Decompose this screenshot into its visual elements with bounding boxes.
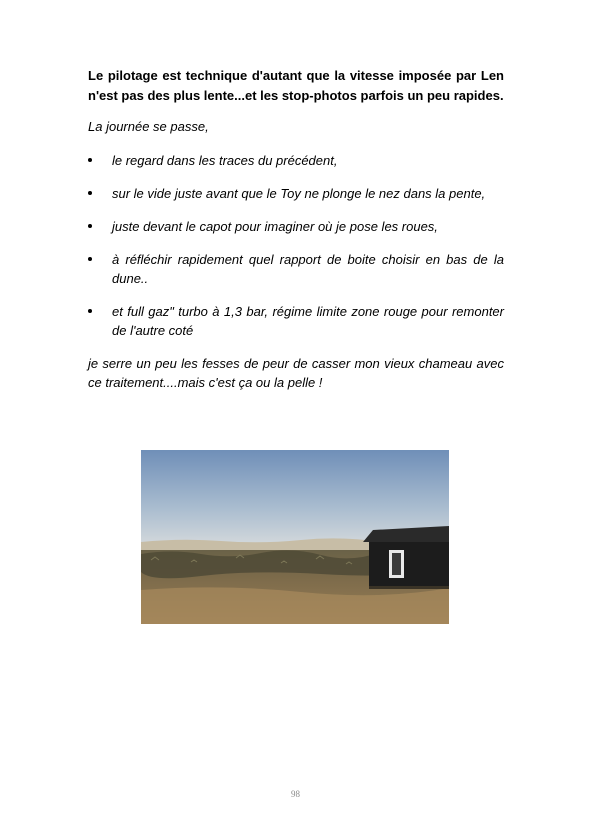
bullet-icon — [88, 191, 92, 195]
closing-paragraph: je serre un peu les fesses de peur de casser mon vieux chameau avec ce traitement....mais c'est ça ou la pelle ! — [88, 356, 504, 390]
bullet-icon — [88, 158, 92, 162]
bullet-item — [88, 302, 504, 340]
bullet-text: et full gaz" turbo à 1,3 bar, régime limite zone rouge pour remonter de l'autre coté — [112, 304, 504, 338]
hut-shadow — [369, 586, 449, 589]
bullet-text: juste devant le capot pour imaginer où je pose les roues, — [112, 219, 438, 234]
intro-line: La journée se passe, — [88, 119, 209, 134]
bullet-list — [88, 151, 504, 340]
page-number: 98 — [291, 789, 300, 799]
document-body — [88, 66, 504, 392]
bullet-item — [88, 184, 504, 203]
bullet-text: sur le vide juste avant que le Toy ne plonge le nez dans la pente, — [112, 186, 486, 201]
hut-window-pane — [392, 553, 401, 575]
desert-hut-photo — [141, 450, 449, 624]
bullet-item — [88, 151, 504, 170]
bullet-icon — [88, 224, 92, 228]
paragraph-bold: Le pilotage est technique d'autant que la vitesse imposée par Len n'est pas des plus lente...et les stop-photos parfois un peu rapides. — [88, 68, 504, 103]
bullet-icon — [88, 257, 92, 261]
hut-wall — [369, 542, 449, 586]
bullet-icon — [88, 309, 92, 313]
bullet-item — [88, 250, 504, 288]
bullet-text: à réfléchir rapidement quel rapport de boite choisir en bas de la dune.. — [112, 252, 504, 286]
bullet-item — [88, 217, 504, 236]
photo-illustration — [141, 450, 449, 624]
bullet-text: le regard dans les traces du précédent, — [112, 153, 338, 168]
